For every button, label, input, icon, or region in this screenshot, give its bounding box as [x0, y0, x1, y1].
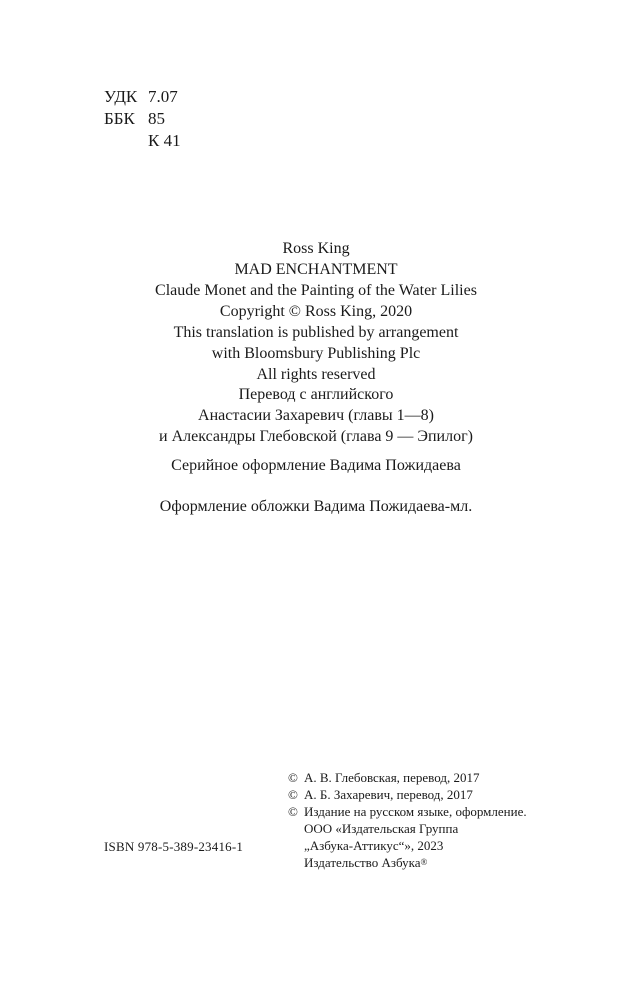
translation-line-1: Перевод с английского [238, 386, 394, 403]
original-copyright: Copyright © Ross King, 2020 [219, 303, 413, 320]
copyright-text: А. В. Глебовская, перевод, 2017 [304, 770, 480, 785]
publisher-imprint-text: Издательство Азбука [304, 855, 421, 870]
translation-credits [0, 384, 632, 447]
series-design-credit [0, 455, 632, 476]
publisher-line: ООО «Издательская Группа [304, 821, 459, 836]
series-design-text: Серийное оформление Вадима Пожидаева [171, 457, 461, 474]
author-name: Ross King [282, 240, 350, 257]
classification-codes [104, 86, 181, 152]
udk-label: УДК [104, 87, 138, 106]
copyright-line [288, 769, 527, 786]
udk-row [104, 86, 181, 108]
copyright-text: А. Б. Захаревич, перевод, 2017 [304, 787, 473, 802]
bbk-value: 85 [148, 109, 165, 128]
copyright-symbol: © [288, 770, 298, 785]
bbk-row [104, 108, 181, 130]
author-mark-row [104, 130, 181, 152]
copyright-line [288, 803, 527, 820]
bbk-label: ББК [104, 109, 135, 128]
copyright-text: Издание на русском языке, оформление. [304, 804, 527, 819]
cover-design-text: Оформление обложки Вадима Пожидаева-мл. [159, 498, 473, 515]
copyright-symbol: © [288, 787, 298, 802]
publisher-imprint [288, 854, 527, 871]
arrangement-line-1: This translation is published by arrangement [173, 324, 459, 341]
original-edition-info [0, 238, 632, 385]
copyright-line [288, 786, 527, 803]
arrangement-line-2: with Bloomsbury Publishing Plc [211, 345, 421, 362]
original-title: MAD ENCHANTMENT [234, 261, 398, 278]
isbn: ISBN 978-5-389-23416-1 [104, 839, 244, 854]
author-mark-value: К 41 [148, 131, 181, 150]
translation-line-2: Анастасии Захаревич (главы 1—8) [198, 407, 434, 424]
rights-reserved: All rights reserved [256, 366, 376, 383]
original-subtitle: Claude Monet and the Painting of the Water Lilies [155, 282, 477, 299]
registered-mark: ® [420, 857, 428, 867]
author-mark-label [104, 130, 148, 152]
copyright-notices [288, 769, 527, 871]
udk-value: 7.07 [148, 87, 178, 106]
translation-line-3: и Александры Глебовской (глава 9 — Эпилог) [159, 428, 473, 445]
cover-design-credit [0, 496, 632, 517]
publisher-line: „Азбука-Аттикус“», 2023 [304, 838, 444, 853]
copyright-symbol: © [288, 804, 298, 819]
